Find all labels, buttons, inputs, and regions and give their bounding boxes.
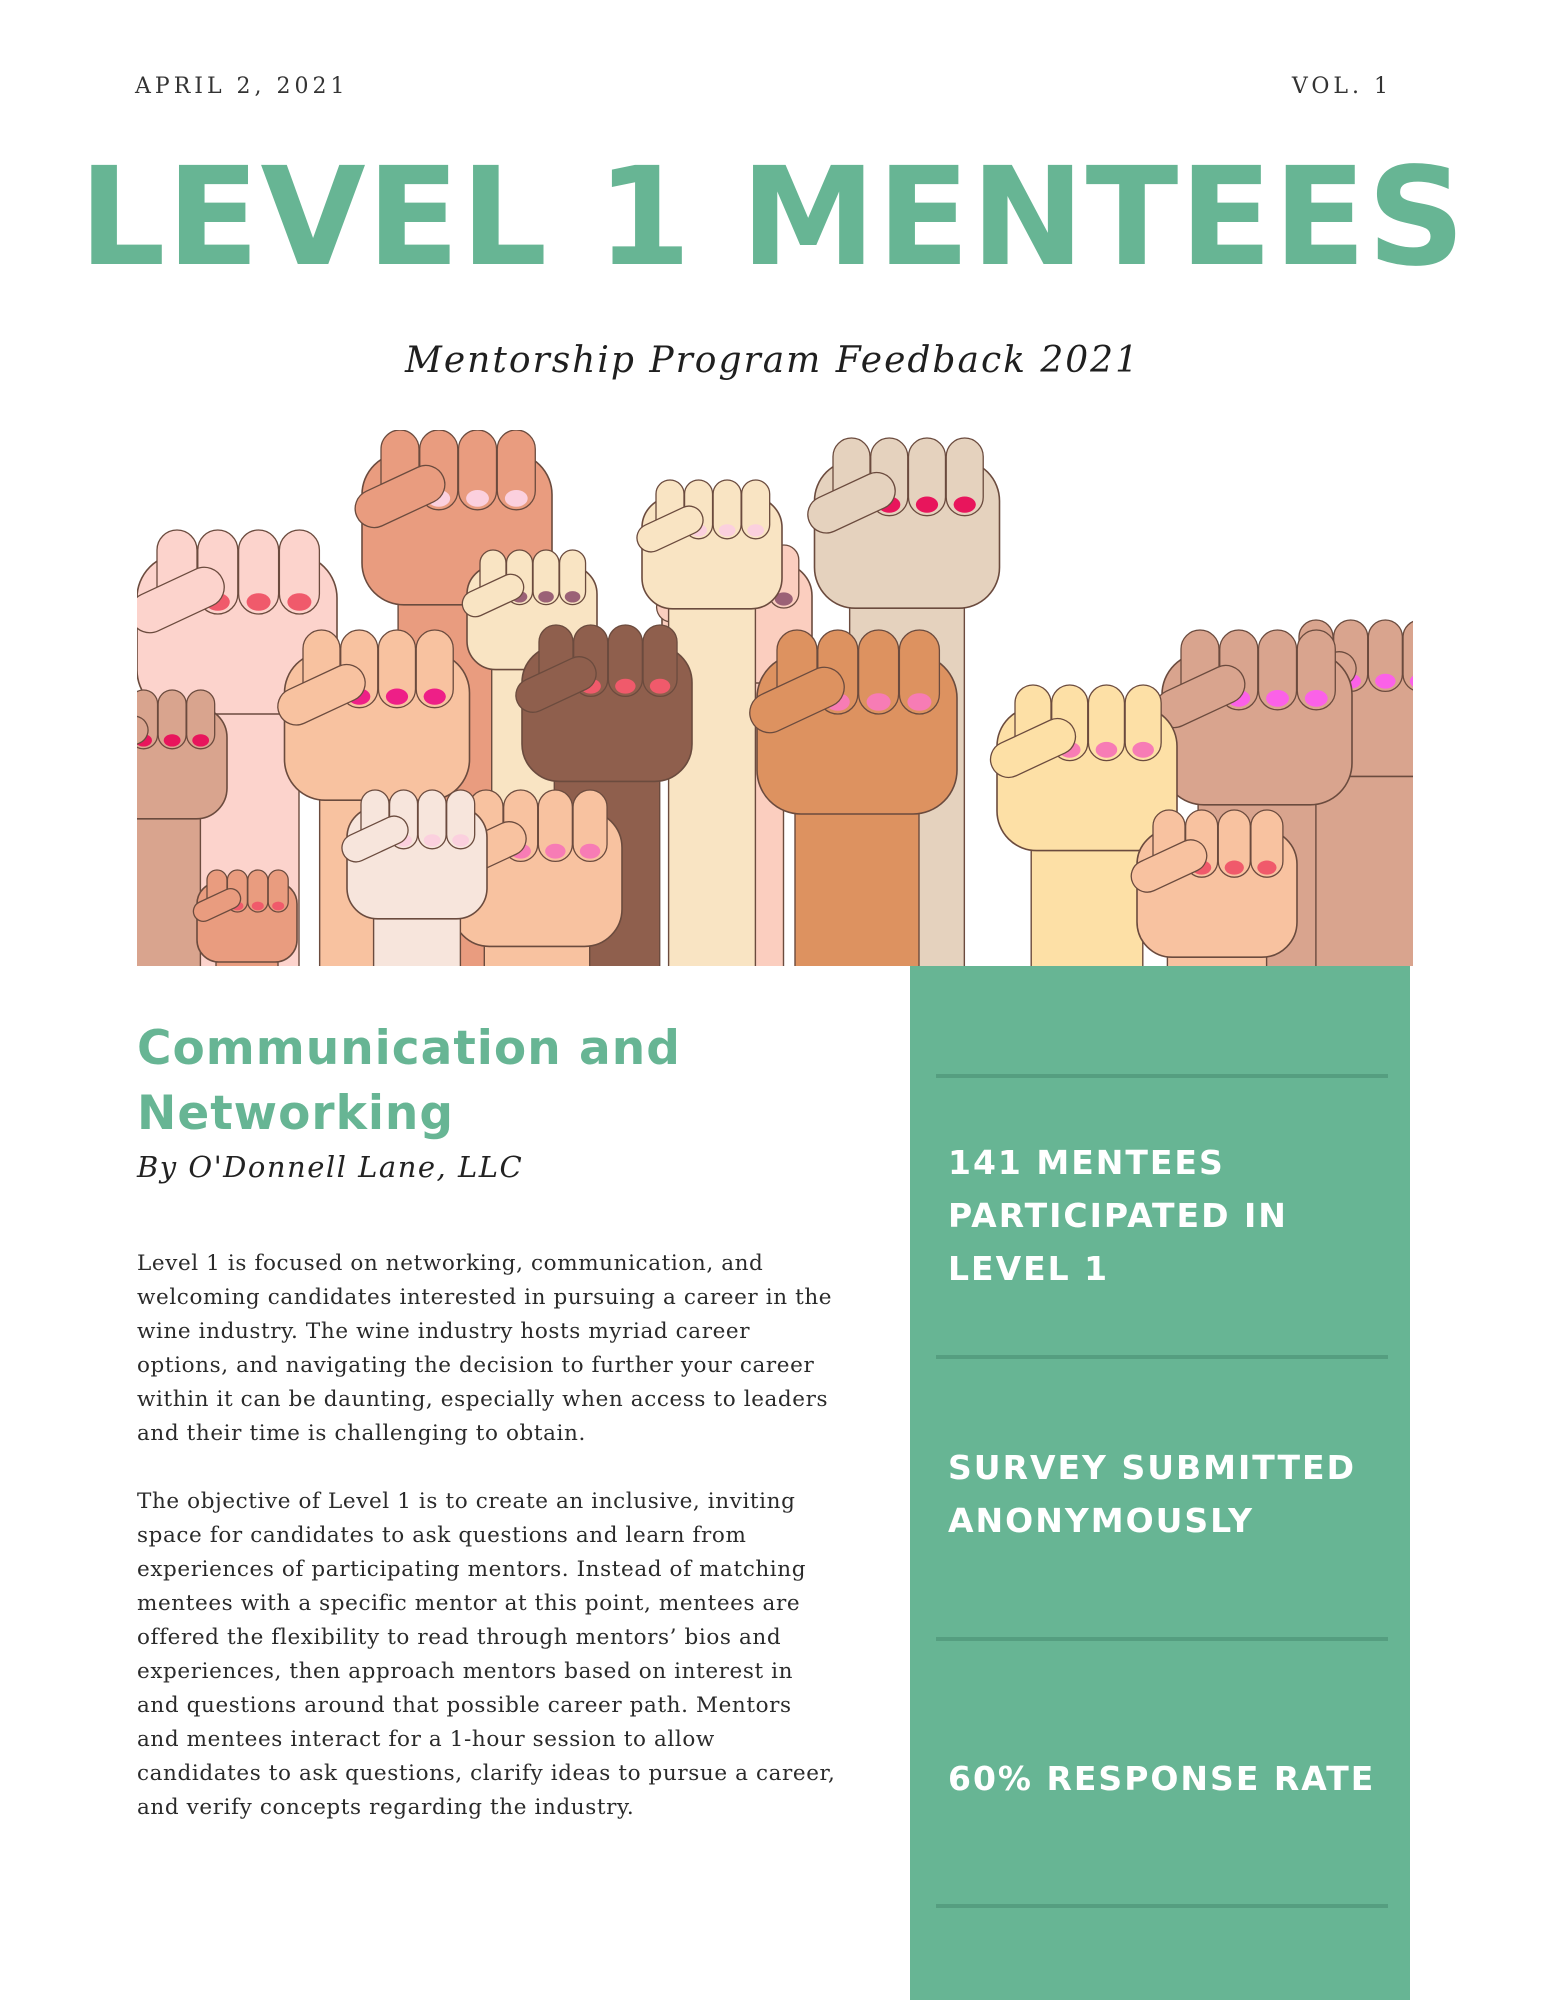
divider (936, 1074, 1388, 1078)
stat-response-rate: 60% RESPONSE RATE (948, 1759, 1376, 1798)
stats-sidebar (910, 966, 1410, 2000)
article-byline: By O'Donnell Lane, LLC (137, 1150, 524, 1184)
divider (936, 1355, 1388, 1359)
page-subtitle: Mentorship Program Feedback 2021 (405, 340, 1140, 381)
article-heading: Communication and Networking (137, 1021, 681, 1141)
volume-number: VOL. 1 (1291, 74, 1392, 99)
page-title: LEVEL 1 MENTEES (78, 139, 1467, 297)
stat-participants: 141 MENTEES PARTICIPATED IN LEVEL 1 (948, 1143, 1288, 1288)
divider (936, 1904, 1388, 1908)
issue-date: APRIL 2, 2021 (135, 74, 349, 99)
article-paragraph: The objective of Level 1 is to create an inclusive, inviting space for candidates to ask questions and learn from experiences of participating mentors. Instead of matching mentees with a specific mentor at this point, mentees are offered the flexibility to read through mentors’ bios and experiences, then approach mentors based on interest in and questions around that possible career path. Mentors and mentees interact for a 1-hour session to allow candidates to ask questions, clarify ideas to pursue a career, and verify concepts regarding the industry. (137, 1489, 836, 1820)
article-paragraph: Level 1 is focused on networking, communication, and welcoming candidates interested in pursuing a career in the wine industry. The wine industry hosts myriad career options, and navigating the decision to further your career within it can be daunting, especially when access to leaders and their time is challenging to obtain. (137, 1251, 833, 1446)
stat-survey: SURVEY SUBMITTED ANONYMOUSLY (948, 1448, 1356, 1540)
raised-fists-illustration (137, 430, 1413, 966)
divider (936, 1637, 1388, 1641)
